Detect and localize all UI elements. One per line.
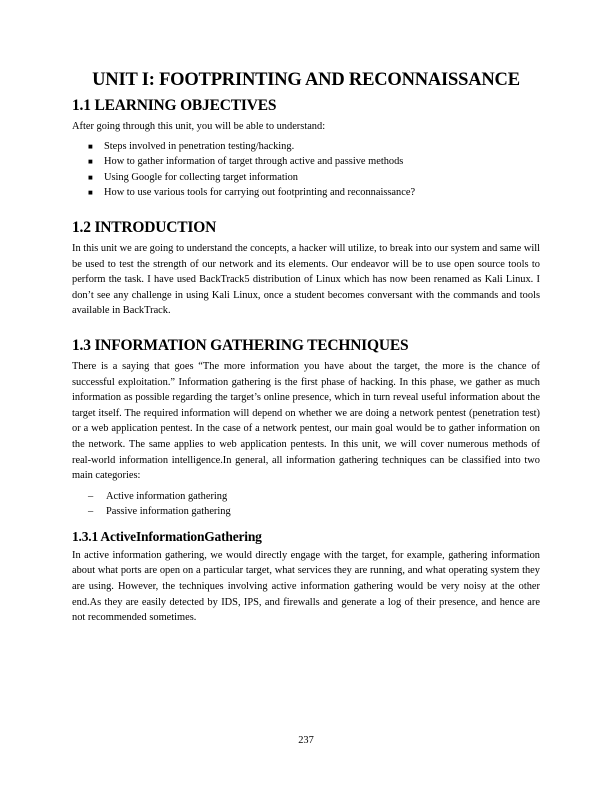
list-item: ■ Steps involved in penetration testing/hacking.	[88, 139, 540, 155]
objectives-intro: After going through this unit, you will be able to understand:	[72, 121, 326, 132]
list-item: ■ How to use various tools for carrying out footprinting and reconnaissance?	[88, 185, 540, 201]
dash-icon: –	[88, 506, 94, 518]
introduction-paragraph: In this unit we are going to understand the concepts, a hacker will utilize, to break into our system and same will be used to test the strength of our network and its elements. Our endeavor will be to use open source tools to perform the task. I have used BackTrack5 distribution of Linux which has now been renamed as Kali Linux. I don’t see any challenge in using Kali Linux, once a student becomes conversant with the commands and tools available in BackTrack.	[72, 242, 540, 317]
objectives-list	[72, 139, 540, 201]
bullet-icon: ■	[88, 172, 93, 182]
section-heading-introduction: 1.2 INTRODUCTION	[72, 218, 217, 236]
bullet-icon: ■	[88, 188, 93, 198]
list-item: ■ Using Google for collecting target information	[88, 170, 540, 186]
list-item: ■ How to gather information of target through active and passive methods	[88, 154, 540, 170]
section-heading-information-gathering: 1.3 INFORMATION GATHERING TECHNIQUES	[72, 336, 409, 354]
bullet-icon: ■	[88, 141, 93, 151]
bullet-icon: ■	[88, 157, 93, 167]
dash-icon: –	[88, 490, 94, 502]
active-gathering-paragraph: In active information gathering, we would directly engage with the target, for example, gathering information about what ports are open on a particular target, what services they are running, and what operating system they are using. However, the techniques involving active information gathering would be very noisy at the other end.As they are easily detected by IDS, IPS, and firewalls and generate a log of their presence, and hence are not recommended sometimes.	[72, 549, 540, 624]
section-heading-learning-objectives: 1.1 LEARNING OBJECTIVES	[72, 97, 277, 114]
list-item: – Passive information gathering	[88, 504, 540, 520]
information-gathering-paragraph: There is a saying that goes “The more information you have about the target, the more is the chance of successful exploitation.” Information gathering is the first phase of hacking. In this phase, we gather as much information as possible regarding the target’s online presence, which in turn reveal useful information about the target itself. The required information will depend on whether we are doing a network pentest (penetration test) or a web application pentest. In the case of a network pentest, our main goal would be to gather information on the network. The same applies to web application pentests. In this unit, we will cover numerous methods of real-world information intelligence.In general, all information gathering techniques can be classified into two main categories:	[72, 360, 540, 482]
page-title: UNIT I: FOOTPRINTING AND RECONNAISSANCE	[92, 70, 520, 90]
document-page	[72, 70, 540, 626]
page-number: 237	[298, 735, 314, 746]
subsection-heading-active-gathering: 1.3.1 ActiveInformationGathering	[72, 528, 262, 544]
gathering-categories-list	[72, 489, 540, 520]
list-item: – Active information gathering	[88, 489, 540, 505]
